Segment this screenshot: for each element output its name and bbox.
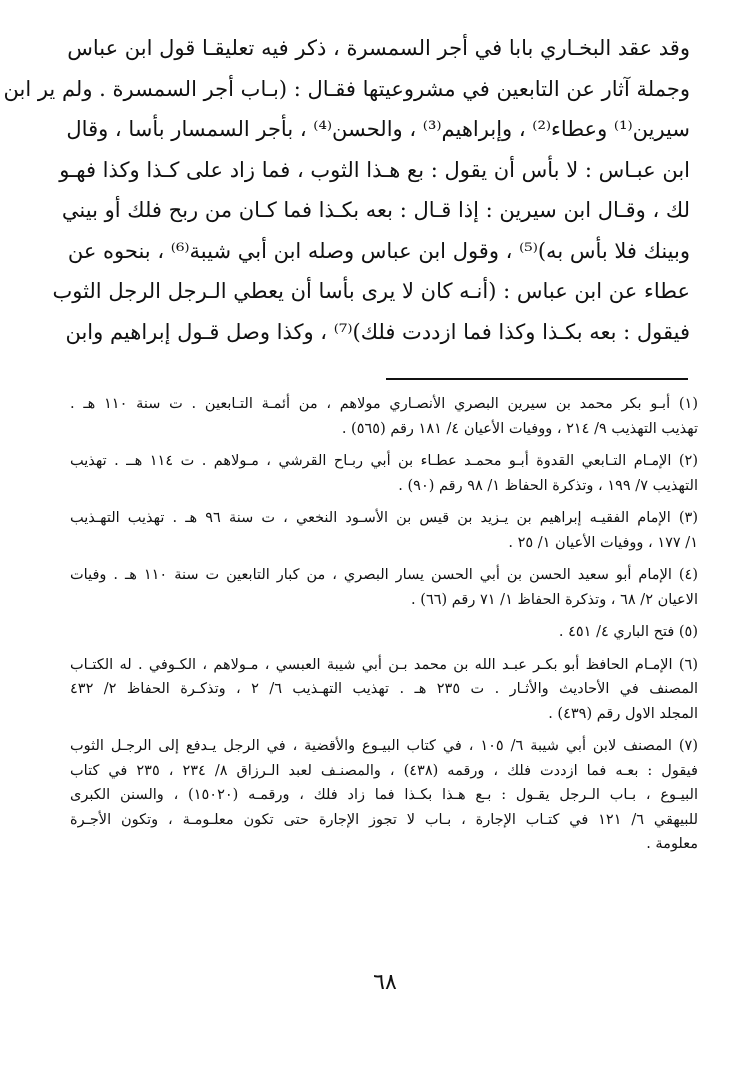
footnote-1 [70, 392, 698, 441]
footnote-line: الاعيان ٢/ ٦٨ ، وتذكرة الحفاظ ١/ ٧١ رقم (٦٦) . [411, 591, 698, 608]
footnote-line: البيـوع ، بـاب الـرجل يقـول : بـع هـذا بكـذا فما زاد فلك ، ورقمـه (١٥٠٢٠) ، والسنن الكبرى [70, 787, 698, 803]
footnote-line: (٧) المصنف لابن أبي شيبة ٦/ ١٠٥ ، في كتاب البيـوع والأقضية ، في الرجل يـدفع إلى الرجـل الثوب [70, 738, 698, 754]
footnotes [70, 392, 698, 865]
main-text-line: وجملة آثار عن التابعين في مشروعيتها فقـال : (بـاب أجر السمسرة . ولم ير ابن [3, 76, 690, 101]
main-text-line: وبينك فلا بأس به)⁽⁵⁾ ، وقول ابن عباس وصله ابن أبي شيبة⁽⁶⁾ ، بنحوه عن [67, 238, 690, 263]
footnote-line: ١/ ١٧٧ ، ووفيات الأعيان ١/ ٢٥ . [508, 534, 698, 551]
footnote-6 [70, 653, 698, 727]
footnote-line: (٢) الإمـام التـابعي القدوة أبـو محمـد عطـاء بن أبي ربـاح القرشي ، مـولاهم . ت ١١٤ هــ . تهذيب [70, 453, 698, 469]
footnote-line: (١) أبـو بكر محمد بن سيرين البصري الأنصـاري مولاهم ، من أئمـة التـابعين . ت سنة ١١٠ هـ . [70, 396, 698, 412]
footnote-line: التهذيب ٧/ ١٩٩ ، وتذكرة الحفاظ ١/ ٩٨ رقم (٩٠) . [398, 477, 698, 494]
footnote-line: (٣) الإمام الفقيـه إبراهيم بن يـزيد بن قيس بن الأسـود النخعي ، ت سنة ٩٦ هـ . تهذيب التهـذيب [70, 510, 698, 526]
footnote-line: فيقول : بعـه فما ازددت فلك ، ورقمه (٤٣٨) ، والمصنـف لعبد الـرزاق ٨/ ٢٣٤ ، ٢٣٥ في كتاب [70, 762, 698, 779]
main-text-line: فيقول : بعه بكـذا وكذا فما ازددت فلك)⁽⁷⁾ ، وكذا وصل قـول إبراهيم وابن [65, 319, 690, 344]
footnote-line: (٦) الإمـام الحافظ أبو بكـر عبـد الله بن محمد بـن أبي شيبة العبسي ، مـولاهم ، الكـوفي . له الكتـاب [70, 656, 698, 673]
footnote-3 [70, 506, 698, 555]
main-text-line: لك ، وقـال ابن سيرين : إذا قـال : بعه بكـذا فما كـان من ربح فلك أو بيني [61, 198, 690, 222]
footnote-separator [386, 378, 688, 380]
footnote-7 [70, 734, 698, 857]
footnote-4 [70, 563, 698, 612]
footnote-line: للبيهقي ٦/ ١٢١ في كتـاب الإجارة ، بـاب لا تجوز الإجارة حتى تكون معلـومـة ، وتكون الأجـرة [70, 811, 698, 828]
main-text-line: عطاء عن ابن عباس : (أنـه كان لا يرى بأسا أن يعطي الـرجل الرجل الثوب [52, 279, 690, 303]
main-text-line: ابن عبـاس : لا بأس أن يقول : بع هـذا الثوب ، فما زاد على كـذا وكذا فهـو [59, 157, 690, 182]
main-text [3, 28, 690, 352]
main-text-line: سيرين⁽¹⁾ وعطاء⁽²⁾ ، وإبراهيم⁽³⁾ ، والحسن⁽⁴⁾ ، بأجر السمسار بأسا ، وقال [66, 117, 690, 141]
main-text-line: وقد عقد البخـاري بابا في أجر السمسرة ، ذكر فيه تعليقـا قول ابن عباس [67, 36, 690, 60]
footnote-line: المصنف في الأحاديث والأثـار . ت ٢٣٥ هـ . تهذيب التهـذيب ٦/ ٢ ، وتذكـرة الحفاظ ٢/ ٤٣٢ [70, 681, 699, 697]
footnote-line: (٤) الإمام أبو سعيد الحسن بن أبي الحسن يسار البصري ، من كبار التابعين ت سنة ١١٠ هـ . وفيات [70, 567, 698, 583]
footnote-line: (٥) فتح الباري ٤/ ٤٥١ . [558, 624, 698, 640]
footnote-5 [70, 620, 698, 645]
footnote-line: معلومة . [646, 836, 698, 852]
footnote-line: تهذيب التهذيب ٩/ ٢١٤ ، ووفيات الأعيان ٤/ ١٨١ رقم (٥٦٥) . [341, 420, 698, 437]
footnote-line: المجلد الاول رقم (٤٣٩) . [548, 705, 698, 722]
footnote-2 [70, 449, 698, 498]
page-number: ٦٨ [373, 970, 397, 995]
